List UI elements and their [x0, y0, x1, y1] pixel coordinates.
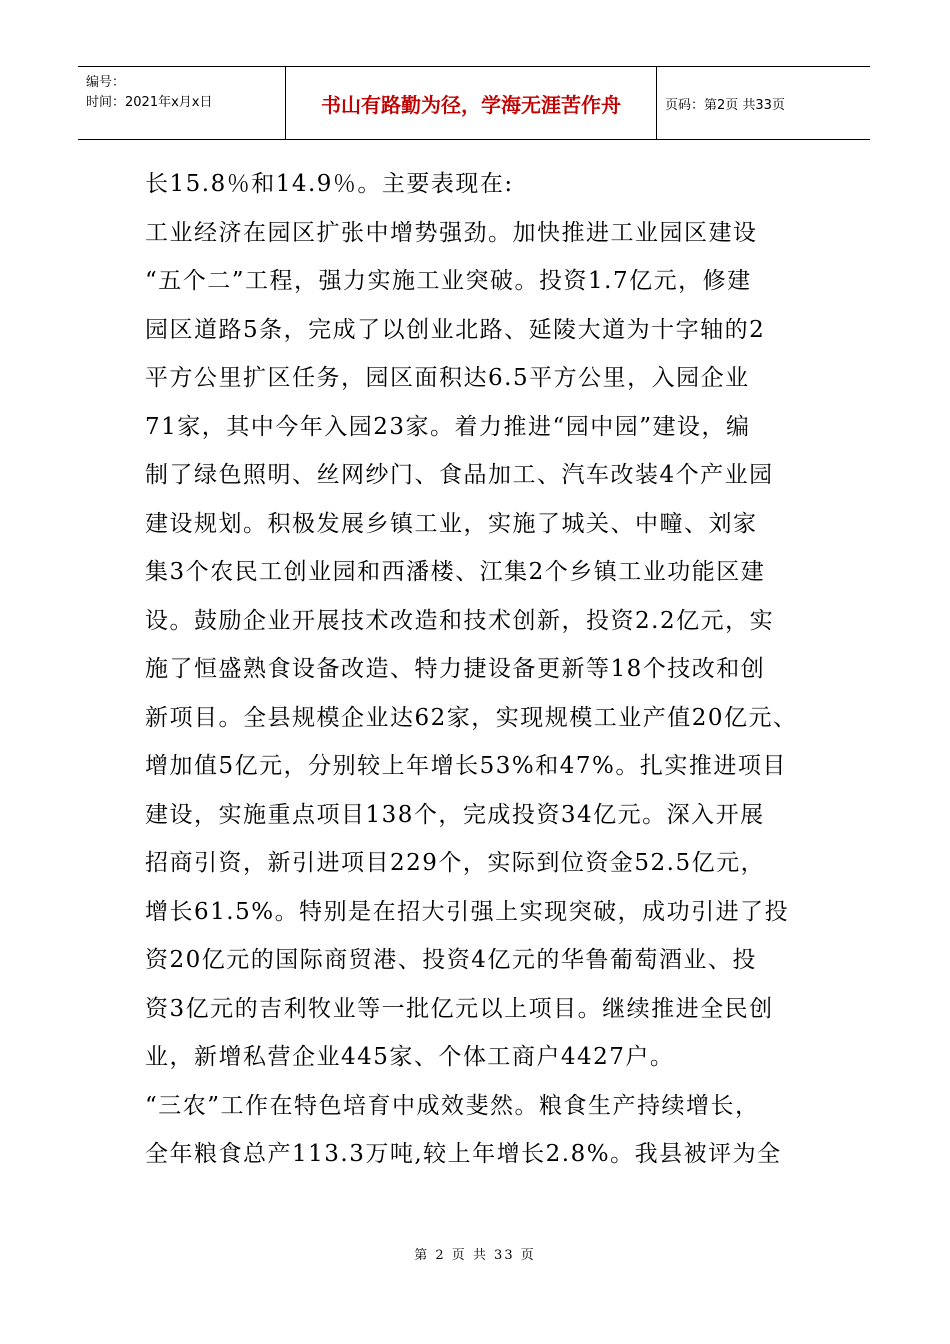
body-line: 增长61.5%。特别是在招大引强上实现突破，成功引进了投	[145, 898, 790, 925]
body-line: 全年粮食总产113.3万吨,较上年增长2.8%。我县被评为全	[145, 1141, 782, 1167]
body-line: 长15.8％和14.9％。主要表现在:	[145, 171, 514, 197]
body-line: 建设规划。积极发展乡镇工业，实施了城关、中疃、刘家	[145, 510, 758, 537]
header-meta	[78, 67, 285, 139]
header-motto: 书山有路勤为径，学海无涯苦作舟	[285, 67, 657, 139]
document-body	[145, 160, 825, 1179]
page-header	[78, 66, 870, 140]
body-line: 71家，其中今年入园23家。着力推进“园中园”建设，编	[145, 413, 751, 440]
body-line: 制了绿色照明、丝网纱门、食品加工、汽车改装4个产业园	[145, 462, 774, 488]
body-line: 增加值5亿元，分别较上年增长53%和47%。扎实推进项目	[145, 753, 787, 779]
page-footer: 第 2 页 共 33 页	[414, 1248, 536, 1263]
body-line: 新项目。全县规模企业达62家，实现规模工业产值20亿元、	[145, 704, 798, 731]
body-line: 业，新增私营企业445家、个体工商户4427户。	[145, 1044, 675, 1070]
body-line: 建设，实施重点项目138个，完成投资34亿元。深入开展	[145, 801, 765, 828]
body-line: 施了恒盛熟食设备改造、特力捷设备更新等18个技改和创	[145, 656, 766, 682]
body-line: 设。鼓励企业开展技术改造和技术创新，投资2.2亿元，实	[145, 607, 775, 634]
date-label: 时间：2021年x月x日	[86, 95, 213, 110]
body-line: 平方公里扩区任务，园区面积达6.5平方公里，入园企业	[145, 365, 750, 391]
body-line: “三农”工作在特色培育中成效斐然。粮食生产持续增长，	[145, 1092, 760, 1119]
body-line: 招商引资，新引进项目229个，实际到位资金52.5亿元，	[145, 850, 766, 876]
serial-number-label: 编号：	[86, 75, 126, 90]
body-line: “五个二”工程，强力实施工业突破。投资1.7亿元，修建	[145, 268, 752, 294]
body-line: 工业经济在园区扩张中增势强劲。加快推进工业园区建设	[145, 219, 758, 246]
body-line: 资3亿元的吉利牧业等一批亿元以上项目。继续推进全民创	[145, 995, 774, 1022]
body-line: 园区道路5条，完成了以创业北路、延陵大道为十字轴的2	[145, 316, 766, 343]
header-page-info: 页码：第2页 共33页	[665, 97, 785, 113]
body-line: 集3个农民工创业园和西潘楼、江集2个乡镇工业功能区建	[145, 559, 766, 585]
body-line: 资20亿元的国际商贸港、投资4亿元的华鲁葡萄酒业、投	[145, 947, 757, 973]
